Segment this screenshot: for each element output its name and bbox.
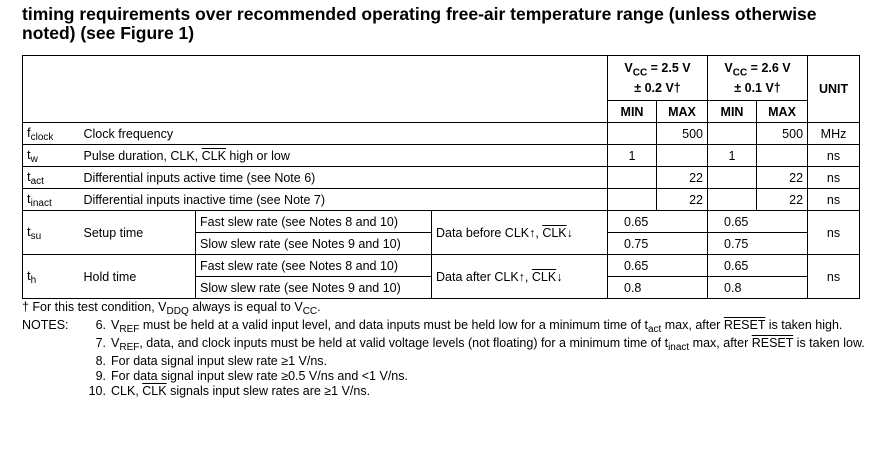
- note-9: [22, 369, 872, 384]
- symbol-fclock: $f_{clock}$: [23, 123, 80, 145]
- setup-slow-slew: Slow slew rate (see Notes 9 and 10): [196, 233, 432, 255]
- header-row-1: [23, 56, 860, 101]
- note-8: [22, 354, 872, 369]
- setup-a-slow: 0.75: [608, 233, 708, 255]
- timing-requirements-table: [22, 55, 860, 299]
- cell-a-min: [608, 123, 657, 145]
- cell-b-max: 22: [757, 167, 808, 189]
- cell-unit: ns: [808, 145, 860, 167]
- note-number: 7.: [95, 336, 106, 350]
- hold-slow-slew: Slow slew rate (see Notes 9 and 10): [196, 277, 432, 299]
- param-hold-time: Hold time: [80, 255, 196, 299]
- cell-b-max: 22: [757, 189, 808, 211]
- setup-fast-slew: Fast slew rate (see Notes 8 and 10): [196, 211, 432, 233]
- hold-condition: Data after CLK↑, $\overline{CLK}↓$: [432, 255, 608, 299]
- note-6: NOTES: 6. $V_{REF}$ must be held at a valid input level, and data inputs must be held low for a minimum time of $t_{act}$ max, after RESET is taken high.: [22, 318, 843, 335]
- cell-a-min: [608, 189, 657, 211]
- cell-b-min: [708, 167, 757, 189]
- header-min-a: MIN: [608, 101, 657, 123]
- note-text: For data signal input slew rate ≥0.5 V/ns and <1 V/ns.: [111, 369, 408, 383]
- table-row: [23, 255, 860, 277]
- note-number: 8.: [95, 354, 106, 368]
- cell-a-max: 22: [657, 189, 708, 211]
- param-active-time: Differential inputs active time (see Note 6): [80, 167, 608, 189]
- note-number: 10.: [88, 384, 106, 398]
- table-row: [23, 167, 860, 189]
- cell-a-min: [608, 167, 657, 189]
- cell-b-max: 500: [757, 123, 808, 145]
- table-row: [23, 189, 860, 211]
- setup-b-slow: 0.75: [708, 233, 808, 255]
- param-clock-frequency: Clock frequency: [80, 123, 608, 145]
- note-7: 7. $V_{REF}$, data, and clock inputs must be held at valid voltage levels (not floating) for a minimum time of $t_{inact}$ max, after RESET is taken low.: [22, 336, 872, 351]
- note-number: 9.: [95, 369, 106, 383]
- table-row: [23, 145, 860, 167]
- notes-section: [22, 300, 872, 399]
- cell-b-min: [708, 189, 757, 211]
- notes-label: NOTES:: [22, 318, 69, 332]
- hold-a-fast: 0.65: [608, 255, 708, 277]
- cell-b-min: [708, 123, 757, 145]
- symbol-th: $t_h$: [23, 255, 80, 299]
- symbol-tact: $t_{act}$: [23, 167, 80, 189]
- cell-b-min: 1: [708, 145, 757, 167]
- header-unit: UNIT: [808, 56, 860, 123]
- cell-a-max: 500: [657, 123, 708, 145]
- hold-b-fast: 0.65: [708, 255, 808, 277]
- hold-b-slow: 0.8: [708, 277, 808, 299]
- cell-unit: ns: [808, 189, 860, 211]
- header-min-b: MIN: [708, 101, 757, 123]
- header-vcc-25: $V_{CC} = 2.5$ V ± 0.2 V†: [608, 56, 708, 101]
- symbol-tinact: $t_{inact}$: [23, 189, 80, 211]
- header-vcc-26: $V_{CC} = 2.6$ V ± 0.1 V†: [708, 56, 808, 101]
- header-max-b: MAX: [757, 101, 808, 123]
- cell-a-max: [657, 145, 708, 167]
- hold-unit: ns: [808, 255, 860, 299]
- setup-unit: ns: [808, 211, 860, 255]
- header-blank: [23, 56, 608, 123]
- symbol-tsu: $t_{su}$: [23, 211, 80, 255]
- note-10: 10. CLK, $\overline{CLK}$ signals input slew rates are ≥1 V/ns.: [22, 384, 872, 399]
- param-setup-time: Setup time: [80, 211, 196, 255]
- table-row: [23, 123, 860, 145]
- param-pulse-duration: Pulse duration, CLK, $\overline{CLK}$ high or low: [80, 145, 608, 167]
- cell-unit: ns: [808, 167, 860, 189]
- header-max-a: MAX: [657, 101, 708, 123]
- note-text: For data signal input slew rate ≥1 V/ns.: [111, 354, 327, 368]
- section-title: timing requirements over recommended operating free-air temperature range (unless otherwise noted) (see Figure 1): [22, 4, 817, 43]
- hold-a-slow: 0.8: [608, 277, 708, 299]
- table-row: [23, 211, 860, 233]
- param-inactive-time: Differential inputs inactive time (see Note 7): [80, 189, 608, 211]
- footnote-dagger: † For this test condition, $V_{DDQ}$ always is equal to $V_{CC}$.: [22, 300, 321, 317]
- cell-b-max: [757, 145, 808, 167]
- setup-condition: Data before CLK↑, $\overline{CLK}↓$: [432, 211, 608, 255]
- hold-fast-slew: Fast slew rate (see Notes 8 and 10): [196, 255, 432, 277]
- cell-a-max: 22: [657, 167, 708, 189]
- symbol-tw: $t_w$: [23, 145, 80, 167]
- cell-unit: MHz: [808, 123, 860, 145]
- setup-a-fast: 0.65: [608, 211, 708, 233]
- cell-a-min: 1: [608, 145, 657, 167]
- note-number: 6.: [95, 318, 106, 332]
- setup-b-fast: 0.65: [708, 211, 808, 233]
